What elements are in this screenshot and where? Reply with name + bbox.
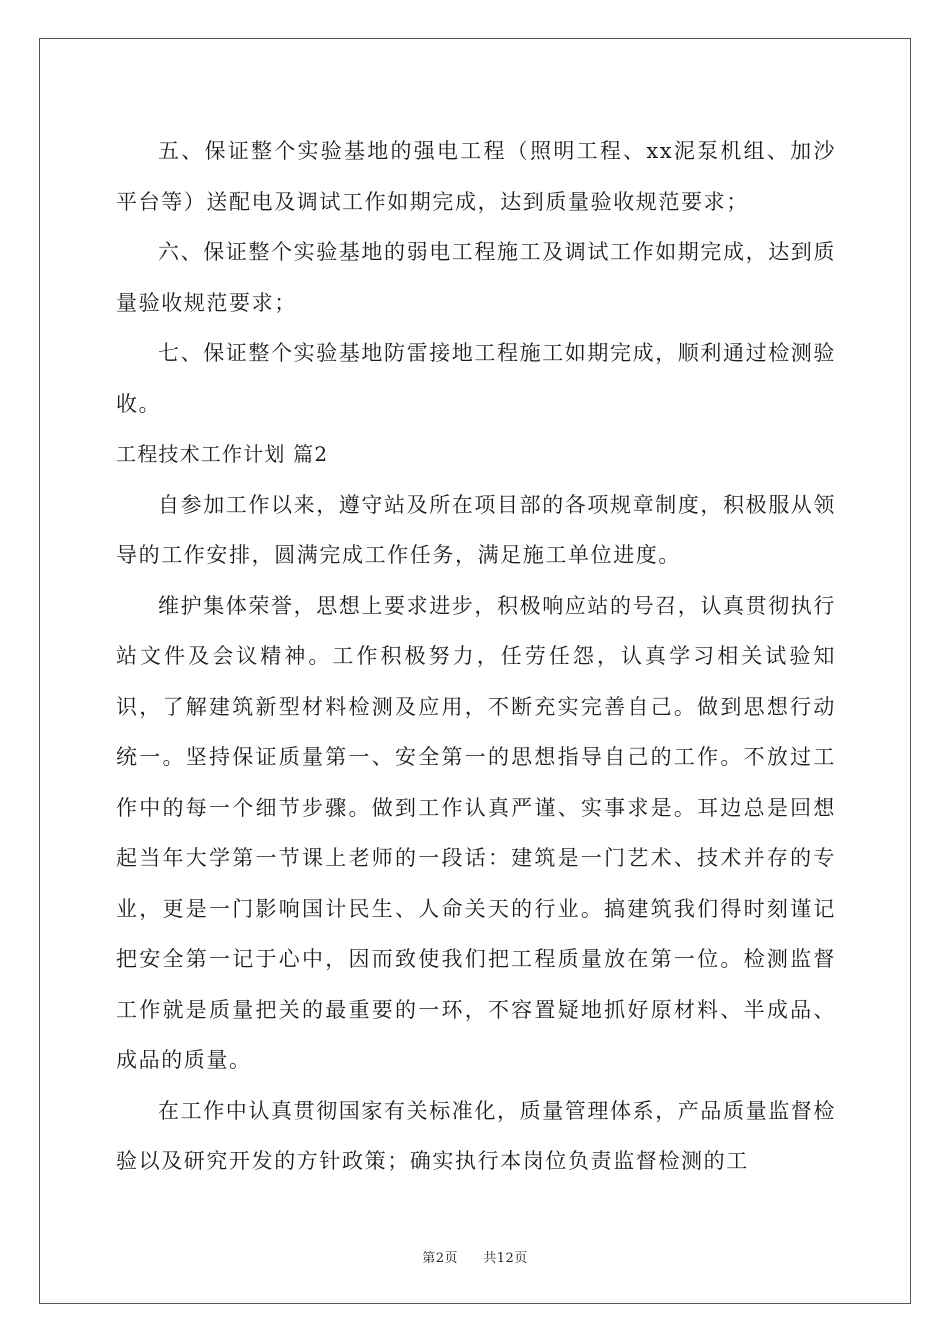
paragraph: 在工作中认真贯彻国家有关标准化，质量管理体系，产品质量监督检验以及研究开发的方针政策；确实执行本岗位负责监督检测的工 <box>116 1098 836 1173</box>
paragraph: 五、保证整个实验基地的强电工程（照明工程、xx泥泵机组、加沙平台等）送配电及调试工作如期完成，达到质量验收规范要求； <box>116 139 836 214</box>
paragraph: 维护集体荣誉，思想上要求进步，积极响应站的号召，认真贯彻执行站文件及会议精神。工作积极努力，任劳任怨，认真学习相关试验知识，了解建筑新型材料检测及应用，不断充实完善自己。做到思想行动统一。坚持保证质量第一、安全第一的思想指导自己的工作。不放过工作中的每一个细节步骤。做到工作认真严谨、实事求是。耳边总是回想起当年大学第一节课上老师的一段话：建筑是一门艺术、技术并存的专业，更是一门影响国计民生、人命关天的行业。搞建筑我们得时刻谨记把安全第一记于心中，因而致使我们把工程质量放在第一位。检测监督工作就是质量把关的最重要的一环，不容置疑地抓好原材料、半成品、成品的质量。 <box>116 593 836 1072</box>
document-body <box>116 126 836 1187</box>
section-heading: 工程技术工作计划 篇2 <box>116 442 329 466</box>
page-footer <box>0 1247 950 1266</box>
paragraph: 六、保证整个实验基地的弱电工程施工及调试工作如期完成，达到质量验收规范要求； <box>116 240 836 315</box>
paragraph: 七、保证整个实验基地防雷接地工程施工如期完成，顺利通过检测验收。 <box>116 341 836 416</box>
page-number: 第2页 <box>422 1251 458 1266</box>
page-total: 共12页 <box>483 1251 528 1266</box>
paragraph: 自参加工作以来，遵守站及所在项目部的各项规章制度，积极服从领导的工作安排，圆满完成工作任务，满足施工单位进度。 <box>116 492 836 567</box>
